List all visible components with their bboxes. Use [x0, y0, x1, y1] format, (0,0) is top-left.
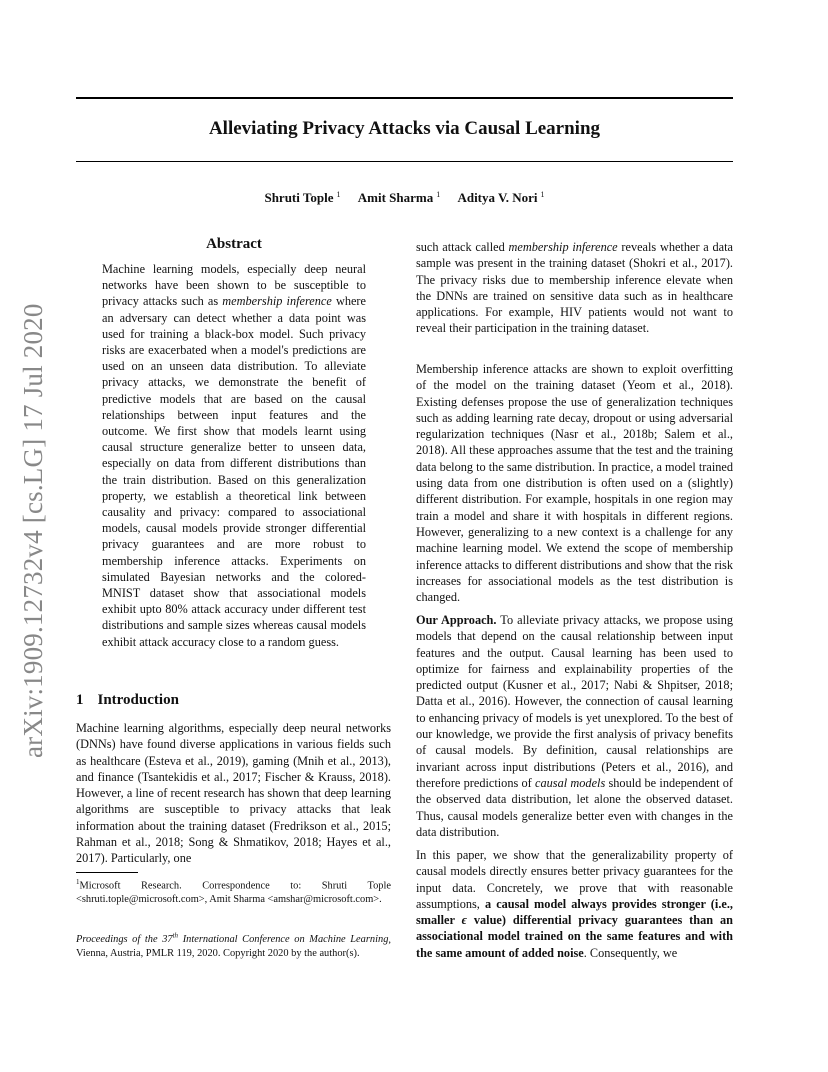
affiliation-footnote [76, 876, 391, 906]
epsilon-symbol: ϵ [461, 913, 467, 928]
p1-text-pre: such attack called [416, 240, 509, 254]
author-affiliation-mark: 1 [436, 190, 441, 199]
proceedings-venue-pre: Proceedings of the 37 [76, 934, 173, 946]
author-name: Shruti Tople [264, 190, 334, 206]
footnote-text: Microsoft Research. Correspondence to: Shruti Tople <shruti.tople@microsoft.com>, Amit Sharma <amshar@microsoft.com>. [76, 880, 391, 905]
footnote-rule [76, 872, 138, 873]
author-3 [457, 190, 544, 205]
proceedings-venue [76, 934, 388, 945]
paper-title: Alleviating Privacy Attacks via Causal Learning [208, 118, 601, 139]
col2-paragraph-our-approach [416, 612, 733, 840]
author-list [76, 190, 733, 206]
p1-text-post: reveals whether a data sample was present in the training dataset (Shokri et al., 2017). The privacy risks due to membership inference elevate when the DNNs are trained on sensitive data such as in healthcare applications. For example, HIV patients would not want to reveal their participation in the training dataset. [416, 240, 733, 336]
proceedings-rest: , Vienna, Austria, PMLR 119, 2020. Copyright 2020 by the author(s). [76, 934, 391, 959]
title-rule-bottom [76, 161, 733, 162]
introduction-paragraph: Machine learning algorithms, especially deep neural networks (DNNs) have found diverse applications in various fields such as healthcare (Esteva et al., 2019), gaming (Mnih et al., 2013), and finance (Tsantekidis et al., 2017; Fischer & Krauss, 2018). However, a line of recent research has shown that deep learning algorithms are susceptible to privacy attacks that leak information about the training dataset (Fredrikson et al., 2015; Rahman et al., 2018; Song & Shmatikov, 2018; Hayes et al., 2017). Particularly, one [76, 721, 391, 866]
author-affiliation-mark: 1 [540, 190, 545, 199]
section-number: 1 [76, 692, 84, 708]
p3-emphasis: causal models [535, 775, 606, 790]
author-2 [358, 190, 440, 205]
abstract-body [102, 261, 366, 650]
section-title: Introduction [97, 692, 179, 708]
abstract-emphasis: membership inference [222, 294, 332, 309]
p3-text-post: should be independent of the observed data distribution, let alone the observed dataset. Thus, causal models generalize better even with changes in the data distribution. [416, 775, 733, 839]
proceedings-note [76, 930, 391, 960]
author-name: Aditya V. Nori [457, 190, 538, 206]
author-name: Amit Sharma [357, 190, 434, 206]
arxiv-stamp: arXiv:1909.12732v4 [cs.LG] 17 Jul 2020 [18, 303, 48, 758]
col2-paragraph-4 [416, 847, 733, 961]
run-in-heading: Our Approach. [416, 613, 497, 627]
proceedings-venue-post: International Conference on Machine Learning [178, 934, 389, 946]
author-affiliation-mark: 1 [336, 190, 341, 199]
col2-paragraph-1 [416, 239, 733, 337]
p1-emphasis: membership inference [508, 240, 618, 254]
p4-text-post: . Consequently, we [583, 945, 678, 960]
abstract-heading: Abstract [206, 236, 262, 252]
proceedings-ordinal: th [172, 932, 179, 940]
p4-bold-2: value) differential privacy guarantees than an associational model trained on the same features and with the same amount of added noise [416, 913, 734, 960]
footnote-mark: 1 [76, 878, 80, 886]
abstract-text-1: Machine learning models, especially deep neural networks have been shown to be susceptible to privacy attacks such as [102, 262, 366, 309]
section-heading-introduction [76, 692, 179, 709]
title-rule-top [76, 97, 733, 99]
author-1 [264, 190, 340, 205]
p4-text-pre: In this paper, we show that the generalizability property of causal models directly ensures better privacy guarantees for the input data. Concretely, we prove that with reasonable assumptions, [416, 848, 733, 911]
p4-bold-1: a causal model always provides stronger (i.e., smaller [416, 896, 733, 928]
p3-text-pre: To alleviate privacy attacks, we propose using models that depend on the causal relationship between input features and the output. Causal learning has been used to optimize for fairness and explainability properties of the predicted output (Kusner et al., 2017; Nabi & Shpitser, 2018; Datta et al., 2016). However, the connection of causal learning to enhancing privacy of models is yet unexplored. To the best of our knowledge, we provide the first analysis of privacy benefits of causal models. By definition, causal relationships are invariant across input distributions (Peters et al., 2016), and therefore predictions of [416, 613, 733, 790]
abstract-text-2: where an adversary can detect whether a data point was used for training a black-box model. Such privacy risks are exacerbated when a model's predictions are used on an unseen data distribution. To alleviate privacy attacks, we demonstrate the benefit of predictive models that are based on the causal relationships between input features and the outcome. We first show that models learnt using causal structure generalize better to unseen data, especially on data from different distributions than the train distribution. Based on this generalization property, we establish a theoretical link between causality and privacy: compared to associational models, causal models provide stronger differential privacy guarantees and are more robust to membership inference attacks. Experiments on simulated Bayesian networks and the colored-MNIST dataset show that associational models exhibit upto 80% attack accuracy under different test distributions and sample sizes whereas causal models exhibit attack accuracy close to a random guess. [102, 294, 366, 649]
col2-paragraph-2: Membership inference attacks are shown to exploit overfitting of the model on the training dataset (Yeom et al., 2018). Existing defenses propose the use of generalization techniques such as adding learning rate decay, dropout or using adversarial regularization techniques (Nasr et al., 2018b; Salem et al., 2018). All these approaches assume that the test and the training data belong to the same distribution. In practice, a model trained using data from one distribution is often used on a (slightly) different distribution. For example, hospitals in one region may train a model and share it with hospitals in different regions. However, generalizing to a new context is a challenge for any machine learning model. We extend the scope of membership inference attacks to different distributions and show that the risk increases for associational models as the test distribution is changed. [416, 362, 733, 605]
